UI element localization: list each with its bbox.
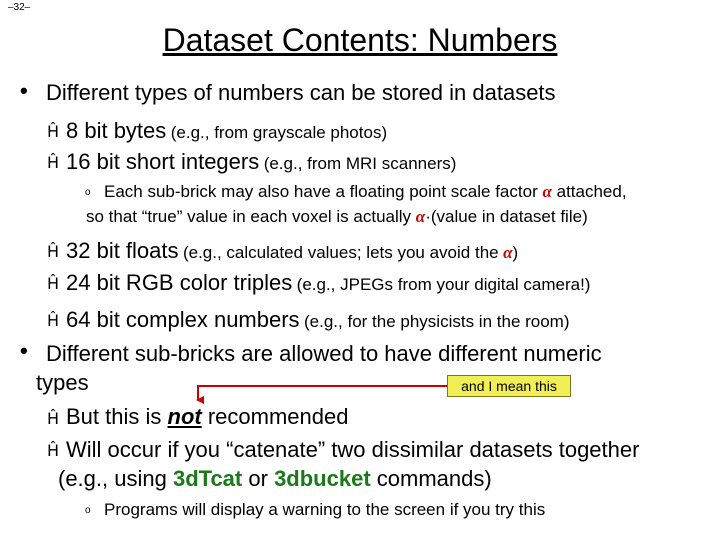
annotation-note: and I mean this [447,375,571,397]
text: Each sub-brick may also have a floating point scale factor [104,182,538,201]
command-3dTcat: 3dTcat [172,466,243,491]
alpha-symbol: α [542,182,552,201]
text: so that “true” value in each voxel is actually [86,207,412,226]
alpha-symbol: α [503,243,513,262]
text: attached, [556,182,627,201]
dash-icon: Ĥ [47,409,60,428]
text: But this is [66,404,162,429]
sub-item-note: (e.g., calculated values; lets you avoid the [182,243,499,262]
page-number: –32– [8,2,31,13]
sub-item-16bit [66,149,456,175]
bullet-1-text: Different types of numbers can be stored in datasets [46,80,556,105]
dash-icon: Ĥ [47,122,60,141]
sub-item-8bit [66,118,387,144]
sub-item-note: (e.g., from grayscale photos) [170,123,388,142]
annotation-arrow [190,374,452,404]
sub-item-main: 32 bit floats [66,238,179,263]
catenate-line-1: Will occur if you “catenate” two dissimilar datasets together [66,437,640,462]
circle-bullet-icon: o [85,187,91,198]
bullet-icon: • [20,338,28,363]
text: ) [512,243,519,262]
sub-item-note: (e.g., from MRI scanners) [263,154,457,173]
dash-icon: Ĥ [47,242,60,261]
dash-icon: Ĥ [47,153,60,172]
catenate-line-2 [58,466,492,492]
text: or [248,466,268,491]
bullet-2-line-1: Different sub-bricks are allowed to have different numeric [46,341,602,366]
sub-item-main: 24 bit RGB color triples [66,270,293,295]
alpha-symbol: α [415,207,426,226]
sub-item-main: 16 bit short integers [66,149,260,174]
sub-item-32bit [66,238,518,264]
circle-bullet-icon: o [85,505,91,516]
dash-icon: Ĥ [47,274,60,293]
sub-item-note: (e.g., for the physicists in the room) [304,312,570,331]
sub-item-24bit [66,270,590,296]
text: (e.g., using [58,466,167,491]
dash-icon: Ĥ [47,311,60,330]
sub-item-not-recommended [66,404,348,430]
warning-note: Programs will display a warning to the screen if you try this [104,500,546,519]
scale-factor-line-1 [104,182,627,202]
scale-factor-line-2 [86,207,588,227]
sub-item-64bit [66,307,570,333]
text: ·(value in dataset file) [425,207,588,226]
dash-icon: Ĥ [47,441,60,460]
command-3dbucket: 3dbucket [274,466,371,491]
text: commands) [376,466,492,491]
sub-item-main: 8 bit bytes [66,118,167,143]
slide-title: Dataset Contents: Numbers [162,22,558,58]
bullet-2-line-2: types [36,370,89,395]
text: recommended [207,404,349,429]
sub-item-main: 64 bit complex numbers [66,307,300,332]
emphasis-text: not [167,404,202,429]
bullet-icon: • [20,78,28,103]
sub-item-note: (e.g., JPEGs from your digital camera!) [296,275,591,294]
